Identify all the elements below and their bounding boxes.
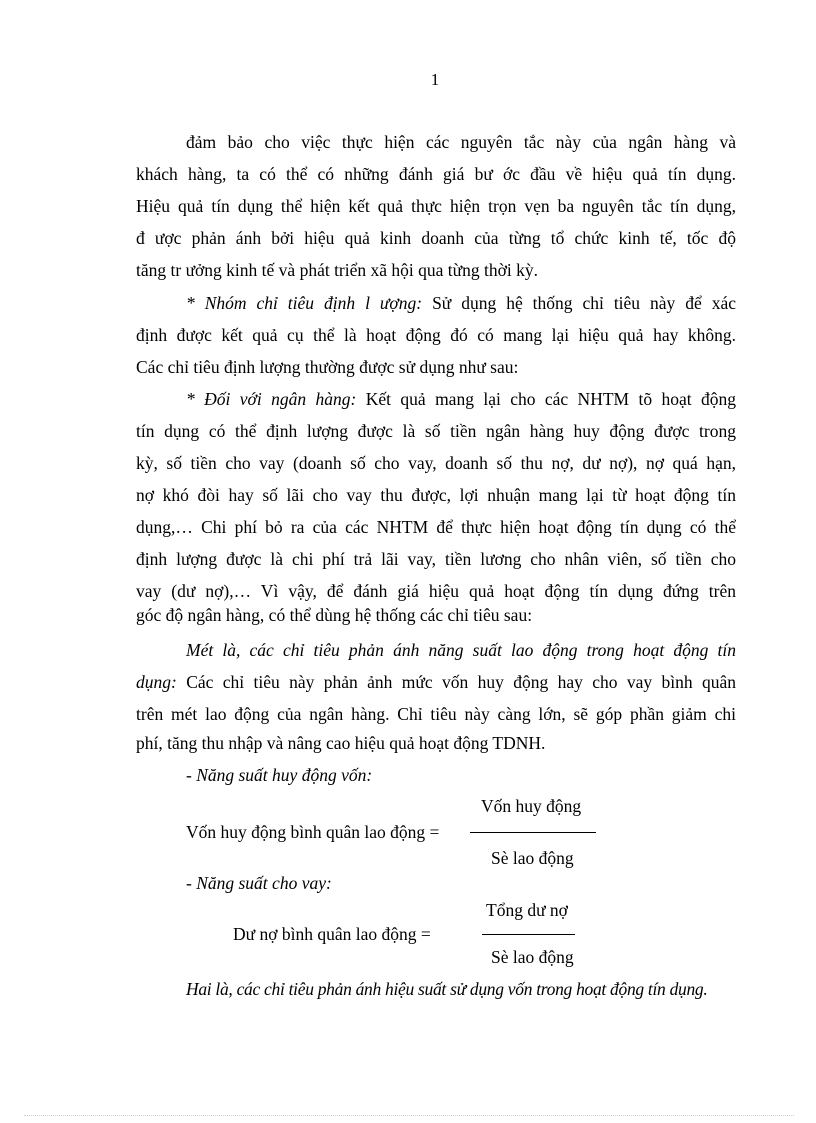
text-line: nợ khó đòi hay số lãi cho vay thu được, lợi nhuận mang lại từ hoạt động tín bbox=[136, 485, 736, 505]
heading-credit: dụng: bbox=[136, 672, 177, 692]
page-number: 1 bbox=[430, 70, 440, 89]
text-line: phí, tăng thu nhập và nâng cao hiệu quả hoạt động TDNH. bbox=[136, 733, 546, 753]
text-line: đ ược phản ánh bởi hiệu quả kinh doanh của từng tổ chức kinh tế, tốc độ bbox=[136, 228, 736, 248]
heading-bank: * Đối với ngân hàng: bbox=[186, 389, 357, 409]
text-line bbox=[186, 293, 736, 314]
fraction-bar bbox=[470, 832, 596, 833]
closing-line: Hai là, các chỉ tiêu phản ánh hiệu suất sử dụng vốn trong hoạt động tín dụng. bbox=[186, 979, 708, 999]
text-span: Kết quả mang lại cho các NHTM tõ hoạt động bbox=[356, 389, 736, 409]
text-line: tín dụng có thể định lượng được là số tiền ngân hàng huy động được trong bbox=[136, 421, 736, 441]
text-line: Hiệu quả tín dụng thể hiện kết quả thực hiện trọn vẹn ba nguyên tắc tín dụng, bbox=[136, 196, 736, 216]
formula-heading: - Năng suất cho vay: bbox=[186, 873, 332, 893]
formula-denominator: Sè lao động bbox=[491, 848, 574, 868]
text-line bbox=[136, 672, 736, 693]
text-line: dụng,… Chi phí bỏ ra của các NHTM để thực hiện hoạt động tín dụng có thể bbox=[136, 517, 736, 537]
formula-lhs: Dư nợ bình quân lao động = bbox=[233, 924, 431, 944]
text-line: Các chỉ tiêu định lượng thường được sử dụng như sau: bbox=[136, 357, 519, 377]
text-line: định được kết quả cụ thể là hoạt động đó có mang lại hiệu quả hay không. bbox=[136, 325, 736, 345]
heading-quantitative: * Nhóm chỉ tiêu định l ượng: bbox=[186, 293, 423, 313]
text-line: trên mét lao động của ngân hàng. Chỉ tiêu này càng lớn, sẽ góp phần giảm chi bbox=[136, 704, 736, 724]
text-line: góc độ ngân hàng, có thể dùng hệ thống các chỉ tiêu sau: bbox=[136, 605, 533, 625]
text-line: định lượng được là chi phí trả lãi vay, tiền lương cho nhân viên, số tiền cho bbox=[136, 549, 736, 569]
text-line: tăng tr ưởng kinh tế và phát triển xã hội qua từng thời kỳ. bbox=[136, 260, 538, 280]
formula-numerator: Vốn huy động bbox=[481, 796, 582, 816]
text-line: kỳ, số tiền cho vay (doanh số cho vay, doanh số thu nợ, dư nợ), nợ quá hạn, bbox=[136, 453, 736, 473]
text-line: vay (dư nợ),… Vì vậy, để đánh giá hiệu quả hoạt động tín dụng đứng trên bbox=[136, 581, 736, 601]
formula-denominator: Sè lao động bbox=[491, 947, 574, 967]
text-line: đảm bảo cho việc thực hiện các nguyên tắc này của ngân hàng và bbox=[186, 132, 736, 152]
text-line: khách hàng, ta có thể có những đánh giá bư ớc đầu về hiệu quả tín dụng. bbox=[136, 164, 736, 184]
text-span: Các chỉ tiêu này phản ảnh mức vốn huy động hay cho vay bình quân bbox=[176, 672, 736, 692]
formula-lhs: Vốn huy động bình quân lao động = bbox=[186, 822, 440, 842]
fraction-bar bbox=[482, 934, 575, 935]
text-line: Mét là, các chỉ tiêu phản ánh năng suất lao động trong hoạt động tín bbox=[186, 640, 736, 660]
footer-divider bbox=[24, 1115, 794, 1116]
text-line bbox=[186, 389, 736, 410]
formula-heading: - Năng suất huy động vốn: bbox=[186, 765, 373, 785]
formula-numerator: Tổng dư nợ bbox=[486, 900, 568, 920]
text-span: Sử dụng hệ thống chỉ tiêu này để xác bbox=[422, 293, 736, 313]
